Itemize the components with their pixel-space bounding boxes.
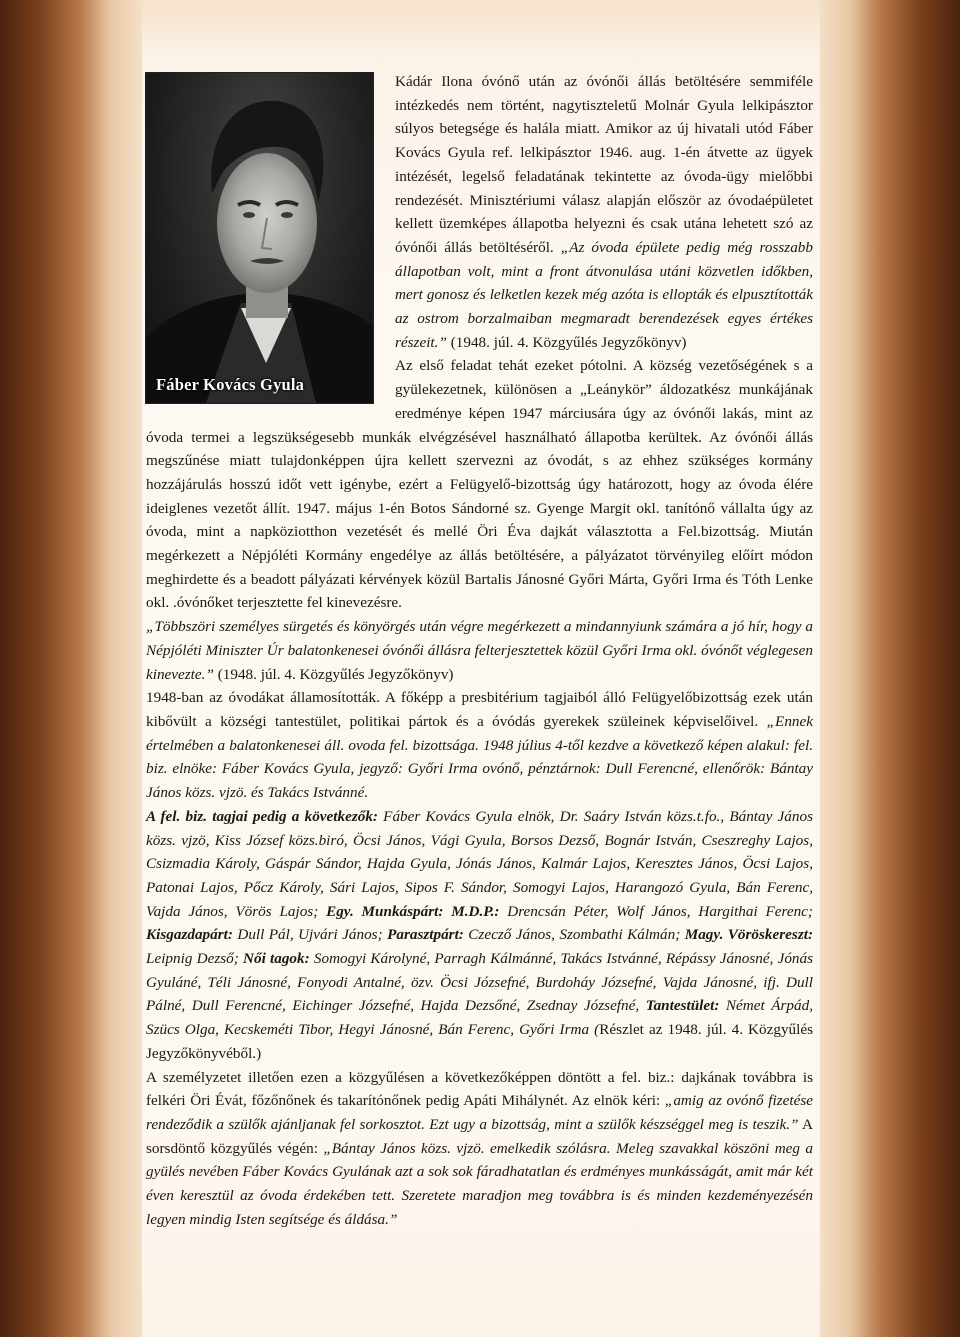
p5-quote-2: „Bántay János közs. vjzö. emelkedik szólásra. Meleg szavakkal köszöni meg a gyülés nevében Fáber Kovács Gyulának azt a sok sok fáradhatatlan és erdményes munkásságát, amit már két éven keresztül az óvoda érdekében tett. Szeretete maradjon meg továbbra is és minden kezdeményezésén legyen mindig Isten segítsége és áldása.” xyxy=(146,1139,813,1228)
p4-bold-1: A fel. biz. tagjai pedig a következők: xyxy=(146,807,378,825)
photo-caption: Fáber Kovács Gyula xyxy=(156,375,305,394)
p4-bold-5: Magy. Vöröskereszt: xyxy=(684,926,814,944)
p4-text: 1948-ban az óvodákat államosították. A főképp a presbitérium tagjaiból álló Felügyelőbizottság ezek után kibővült a községi tantestület, politikai pártok és a óvódás gyerekek szüleinek képviselőivel. xyxy=(146,689,813,730)
p4-quote-3: Drencsán Péter, Wolf János, Hargithai Ferenc; xyxy=(499,902,813,920)
p1-text: Kádár Ilona óvónő után az óvónői állás betöltésére semmiféle intézkedés nem történt, nagytiszteletű Molnár Gyula lelkipásztor súlyos betegsége és halála miatt. Amikor az új hivatali utód Fáber Kovács Gyula ref. lelkipásztor 1946. aug. 1-én átvette az ügyek intézését, legelső feladatának tekintette az óvoda-ügy mielőbbi rendezését. Minisztériumi válasz alapján először az óvodaépületet kellett üzemképes állapotba helyezni és csak utána lehetett szó az óvónői állás betöltéséről. xyxy=(395,73,813,256)
p4-quote-2: Fáber Kovács Gyula elnök, Dr. Saáry István közs.t.fo., Bántay János közs. vjzö, Kiss József közs.biró, Öcsi János, Vági Gyula, Borsos Dezső, Bognár István, Cseszreghy Lajos, Csizmadia Károly, Gáspár Sándor, Hajda Gyula, Jónás János, Kalmár Lajos, Keresztes János, Öcsi Lajos, Patonai Lajos, Pőcz Károly, Sári Lajos, Sipos F. Sándor, Somogyi Lajos, Harangozó Gyula, Bán Ferenc, Vajda János, Vörös Lajos; xyxy=(146,807,813,920)
p1-quote: „Az óvoda épülete pedig még rosszabb állapotban volt, mint a front átvonulása utáni közvetlen időkben, mert gonosz és lelketlen kezek még azóta is ellopták és elpusztították az ostrom borzalmaiban megmaradt berendezések egyes értékes részeit.” xyxy=(395,238,813,351)
p5-text-2: A sorsdöntő közgyűlés végén: xyxy=(146,1115,813,1157)
p4-bold-3: Kisgazdapárt: xyxy=(146,926,233,944)
article-text xyxy=(146,70,813,1231)
paragraph-4 xyxy=(146,686,813,1065)
p4-quote-6: Leipnig Dezső; xyxy=(146,950,244,968)
p5-quote-1: „amig az ovónő fizetése rendeződik a szülők ajánljanak fel sorkosztot. Ezt ugy a bizottság, mint a szülők készséggel meg is teszik.” xyxy=(146,1092,813,1133)
p4-bold-2: Egy. Munkáspárt: M.D.P.: xyxy=(326,902,500,920)
p4-quote-7: Somogyi Károlyné, Parragh Kálmánné, Takács Istvánné, Répássy Jánosné, Jónás Gyuláné, Téli Jánosné, Fonyodi Antalné, özv. Öcsi Józsefné, Burdoháy Józsefné, Vajda Jánosné, ifj. Dull Pálné, Dull Ferencné, Eichinger Józsefné, Hajda Dezsőné, Zsednay Józsefné, xyxy=(146,950,814,1015)
p4-quote-1: „Ennek értelmében a balatonkenesei áll. ovoda fel. bizottsága. 1948 július 4-től kezdve a következő képen alakul: fel. biz. elnöke: Fáber Kovács Gyula, jegyző: Győri Irma ovónő, pénztárnok: Dull Ferencné, ellenőrök: Bántay János közs. vjzö. és Takács Istvánné. xyxy=(146,712,813,802)
p3-source: (1948. júl. 4. Közgyűlés Jegyzőkönyv) xyxy=(213,665,454,683)
portrait-photo xyxy=(146,73,373,403)
paragraph-3 xyxy=(146,615,813,686)
portrait-image xyxy=(146,73,373,403)
p4-bold-7: Tantestület: xyxy=(645,997,720,1015)
p4-bold-6: Női tagok: xyxy=(243,950,310,968)
p4-quote-8: Német Árpád, Szücs Olga, Kecskeméti Tibor, Hegyi Jánosné, Bán Ferenc, Győri Irma ( xyxy=(146,997,813,1039)
p4-quote-4: Dull Pál, Ujvári János; xyxy=(232,926,388,944)
paragraph-2: Az első feladat tehát ezeket pótolni. A község vezetőségének s a gyülekezetnek, különösen a „Leánykör” áldozatkész munkájának eredménye képen 1947 márciusára úgy az óvónői lakás, mint az óvoda termei a legszükségesebb munkák elvégzésével használható állapotba kerültek. Az óvónői állás megszűnése miatt tulajdonképpen újra kellett szervezni az óvodát, s az ehhez szükséges kormány hozzájárulás hosszú időt vett igénybe, ezért a Felügyelő-bizottság úgy határozott, hogy az óvoda élére ideiglenes vezetőt állít. 1947. május 1-én Botos Sándorné sz. Gyenge Margit okl. tanítónő vállalta úgy az óvoda, mint a napköziotthon vezetését és mellé Öri Éva dajkát választotta a Fel.bizottság. Miután megérkezett a Népjóléti Kormány engedélye az állás betöltésére, a pályázatot törvényileg előírt módon meghirdette és a beadott pályázati kérvények közül Bartalis Jánosné Győri Márta, Győri Irma és Tóth Lenke okl. .óvónőket terjesztette fel kinevezésre. xyxy=(146,357,813,612)
p4-bold-4: Parasztpárt: xyxy=(387,926,464,944)
paragraph-5 xyxy=(146,1066,813,1232)
p3-quote: „Többszöri személyes sürgetés és könyörgés után végre megérkezett a mindannyiunk számára a jó hír, hogy a Népjóléti Miniszter Úr balatonkenesei óvónői állásra felterjesztettek közül Győri Irma okl. óvónőt véglegesen kinevezte.” xyxy=(146,618,813,683)
p4-source: Részlet az 1948. júl. 4. Közgyűlés Jegyzőkönyvéből.) xyxy=(146,1021,813,1062)
p4-quote-5: Czecző János, Szombathi Kálmán; xyxy=(463,926,685,944)
p5-text-1: A személyzetet illetően ezen a közgyűlésen a következőképpen döntött a fel. biz.: dajkának továbbra is felkéri Öri Évát, főzőnőnek és takarítónőnek pedig Apáti Mihálynét. Az elnök kéri: xyxy=(146,1068,813,1110)
p1-source: (1948. júl. 4. Közgyűlés Jegyzőkönyv) xyxy=(446,333,687,351)
